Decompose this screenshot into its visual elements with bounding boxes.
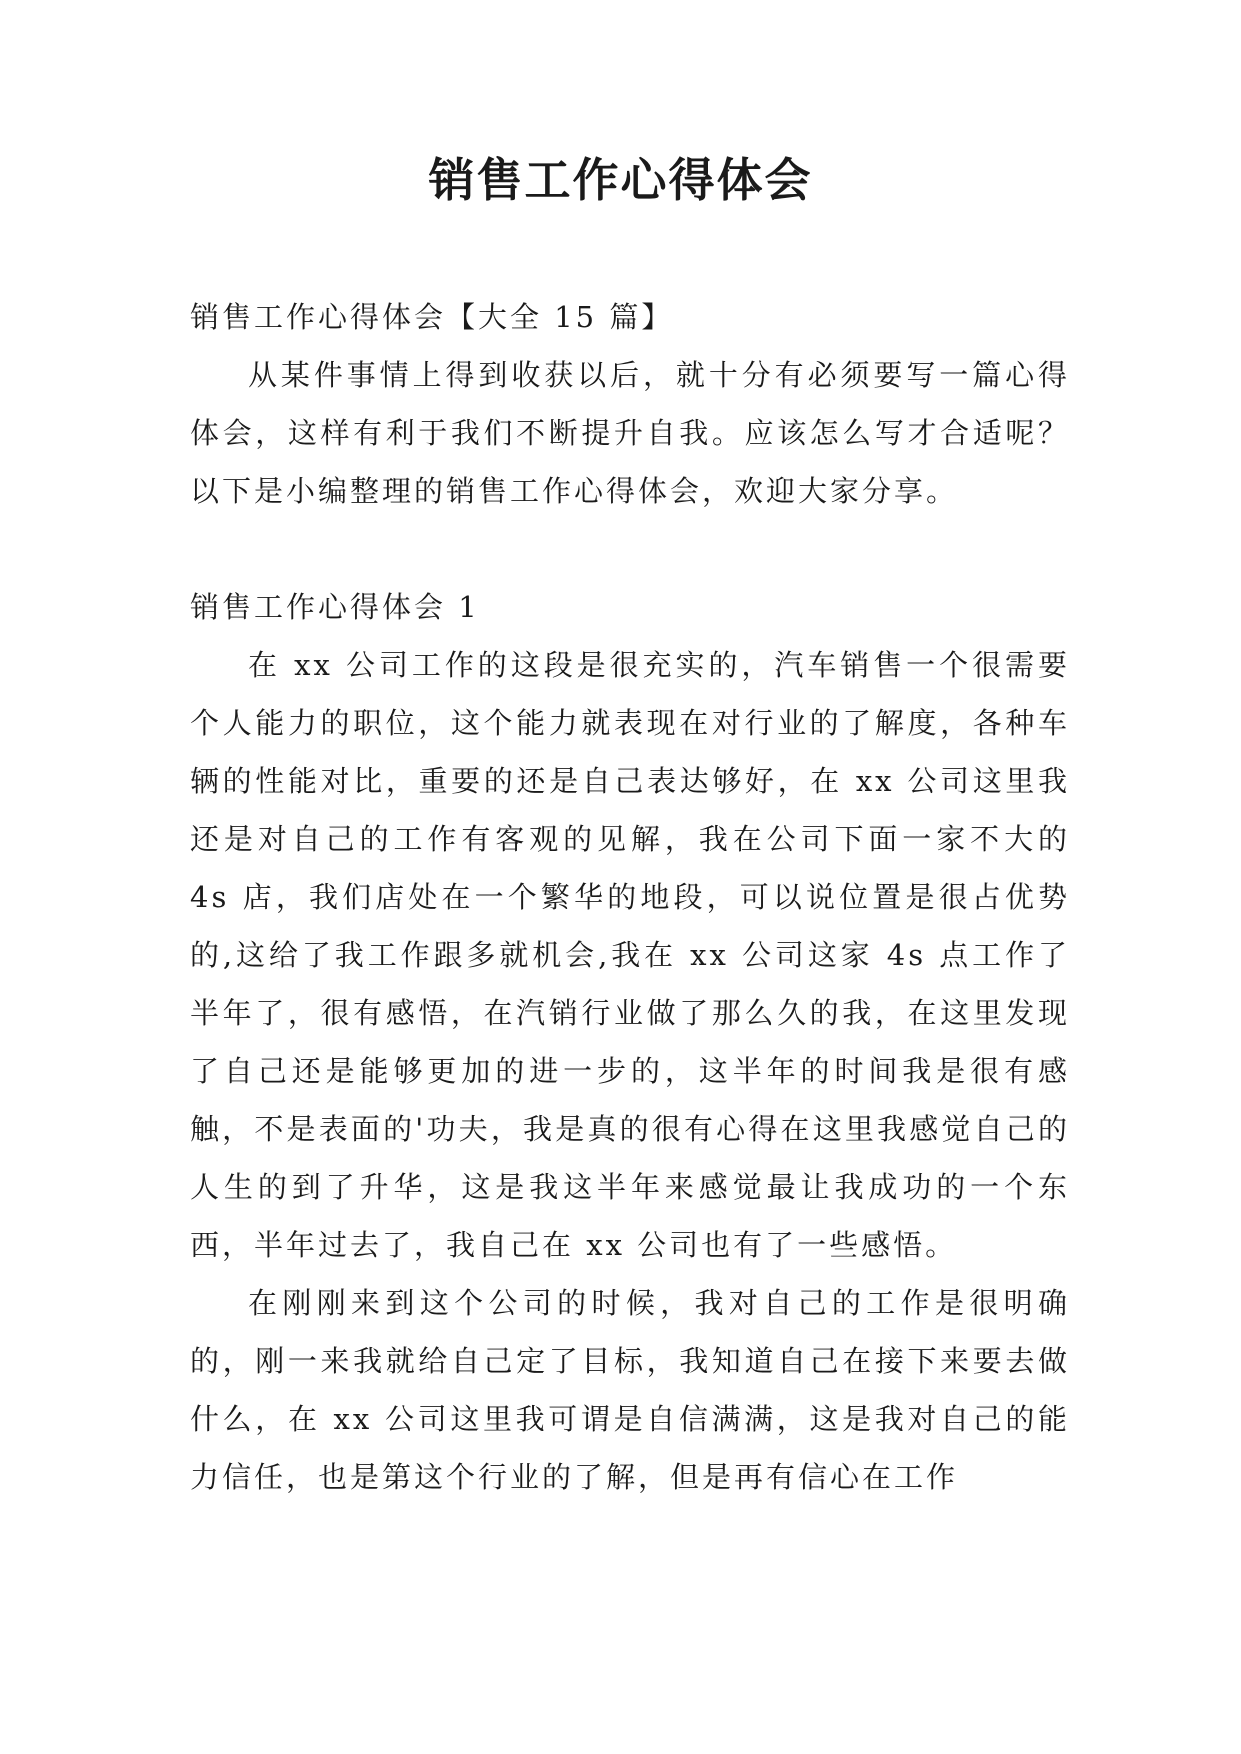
paragraph-gap [190, 520, 1070, 578]
intro-paragraph: 从某件事情上得到收获以后，就十分有必须要写一篇心得体会，这样有利于我们不断提升自我。应该怎么写才合适呢？以下是小编整理的销售工作心得体会，欢迎大家分享。 [190, 358, 1070, 508]
document-title: 销售工作心得体会 [428, 153, 813, 207]
body-paragraph-2: 在刚刚来到这个公司的时候，我对自己的工作是很明确的，刚一来我就给自己定了目标，我知道自己在接下来要去做什么，在 xx 公司这里我可谓是自信满满，这是我对自己的能力信任，也是第这个行业的了解，但是再有信心在工作 [190, 1286, 1070, 1494]
document-subtitle: 销售工作心得体会【大全 15 篇】 [190, 300, 674, 334]
document-body [190, 288, 1070, 1506]
body-paragraph-1: 在 xx 公司工作的这段是很充实的，汽车销售一个很需要个人能力的职位，这个能力就表现在对行业的了解度，各种车辆的性能对比，重要的还是自己表达够好，在 xx 公司这里我还是对自己的工作有客观的见解，我在公司下面一家不大的 4s 店，我们店处在一个繁华的地段，可以说位置是很占优势的,这给了我工作跟多就机会,我在 xx 公司这家 4s 点工作了半年了，很有感悟，在汽销行业做了那么久的我，在这里发现了自己还是能够更加的进一步的，这半年的时间我是很有感触，不是表面的'功夫，我是真的很有心得在这里我感觉自己的人生的到了升华，这是我这半年来感觉最让我成功的一个东西，半年过去了，我自己在 xx 公司也有了一些感悟。 [190, 648, 1070, 1262]
section-heading: 销售工作心得体会 1 [190, 590, 480, 624]
